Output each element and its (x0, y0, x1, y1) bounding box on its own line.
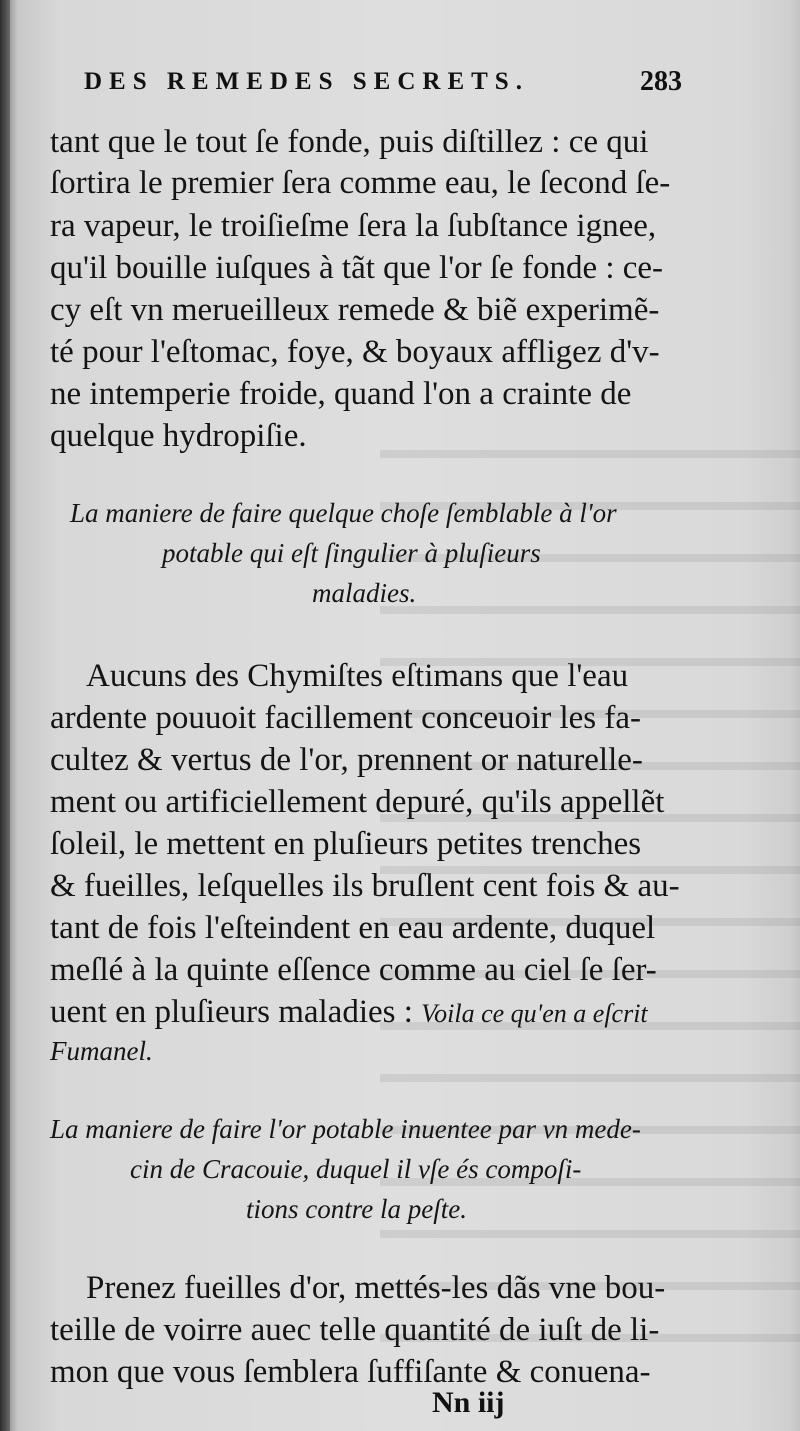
heading1-line-2: potable qui eſt ſingulier à pluſieurs (162, 538, 541, 568)
section2-line-8: meſlé à la quinte eſſence comme au ciel ſe ſer- (50, 952, 657, 988)
section1-line-1: tant que le tout ſe fonde, puis diſtillez : ce qui (50, 124, 649, 160)
section3-line-3: mon que vous ſemblera ſuffiſante & conuena- (50, 1354, 651, 1390)
heading1-line-3: maladies. (312, 578, 417, 608)
attribution-italic: Voila ce qu'en a eſcrit (421, 999, 648, 1028)
section2-line-9-text: uent en pluſieurs maladies : (50, 994, 413, 1030)
page-gutter-shadow (0, 0, 10, 1431)
page-number: 283 (640, 66, 682, 97)
section2-line-7: tant de fois l'eſteindent en eau ardente, duquel (50, 910, 656, 946)
section2-line-4: ment ou artificiellement depuré, qu'ils appellẽt (50, 784, 665, 820)
section3-line-2: teille de voirre auec telle quantité de iuſt de li- (50, 1312, 660, 1348)
heading2-line-3: tions contre la peſte. (246, 1194, 467, 1224)
heading2-line-1: La maniere de faire l'or potable inuentee par vn mede- (50, 1114, 641, 1144)
section1-line-8: quelque hydropiſie. (50, 418, 307, 454)
heading1-line-1: La maniere de faire quelque choſe ſemblable à l'or (70, 498, 617, 528)
attribution-author: Fumanel. (50, 1036, 153, 1066)
section1-line-7: ne intemperie froide, quand l'on a crainte de (50, 376, 632, 412)
section1-line-5: cy eſt vn merueilleux remede & biẽ experimẽ- (50, 292, 660, 328)
section1-line-6: té pour l'eſtomac, foye, & boyaux affligez d'v- (50, 334, 660, 370)
signature-mark: Nn iij (432, 1386, 505, 1419)
section2-line-2: ardente pouuoit facillement conceuoir les fa- (50, 700, 641, 736)
section2-line-6: & fueilles, leſquelles ils bruſlent cent fois & au- (50, 868, 680, 904)
section1-line-2: ſortira le premier ſera comme eau, le ſecond ſe- (50, 165, 671, 201)
section3-line-1: Prenez fueilles d'or, mettés-les dãs vne bou- (86, 1270, 666, 1306)
section2-line-1: Aucuns des Chymiſtes eſtimans que l'eau (86, 658, 629, 694)
running-title: DES REMEDES SECRETS. (84, 68, 529, 95)
section1-line-3: ra vapeur, le troiſieſme ſera la ſubſtance ignee, (50, 208, 657, 244)
heading2-line-2: cin de Cracouie, duquel il vſe és compoſi- (130, 1154, 582, 1184)
section2-line-9 (50, 996, 648, 1029)
section2-line-3: cultez & vertus de l'or, prennent or naturelle- (50, 742, 643, 778)
section2-line-5: ſoleil, le mettent en pluſieurs petites trenches (50, 826, 642, 862)
section1-line-4: qu'il bouille iuſques à tãt que l'or ſe fonde : ce- (50, 250, 664, 286)
